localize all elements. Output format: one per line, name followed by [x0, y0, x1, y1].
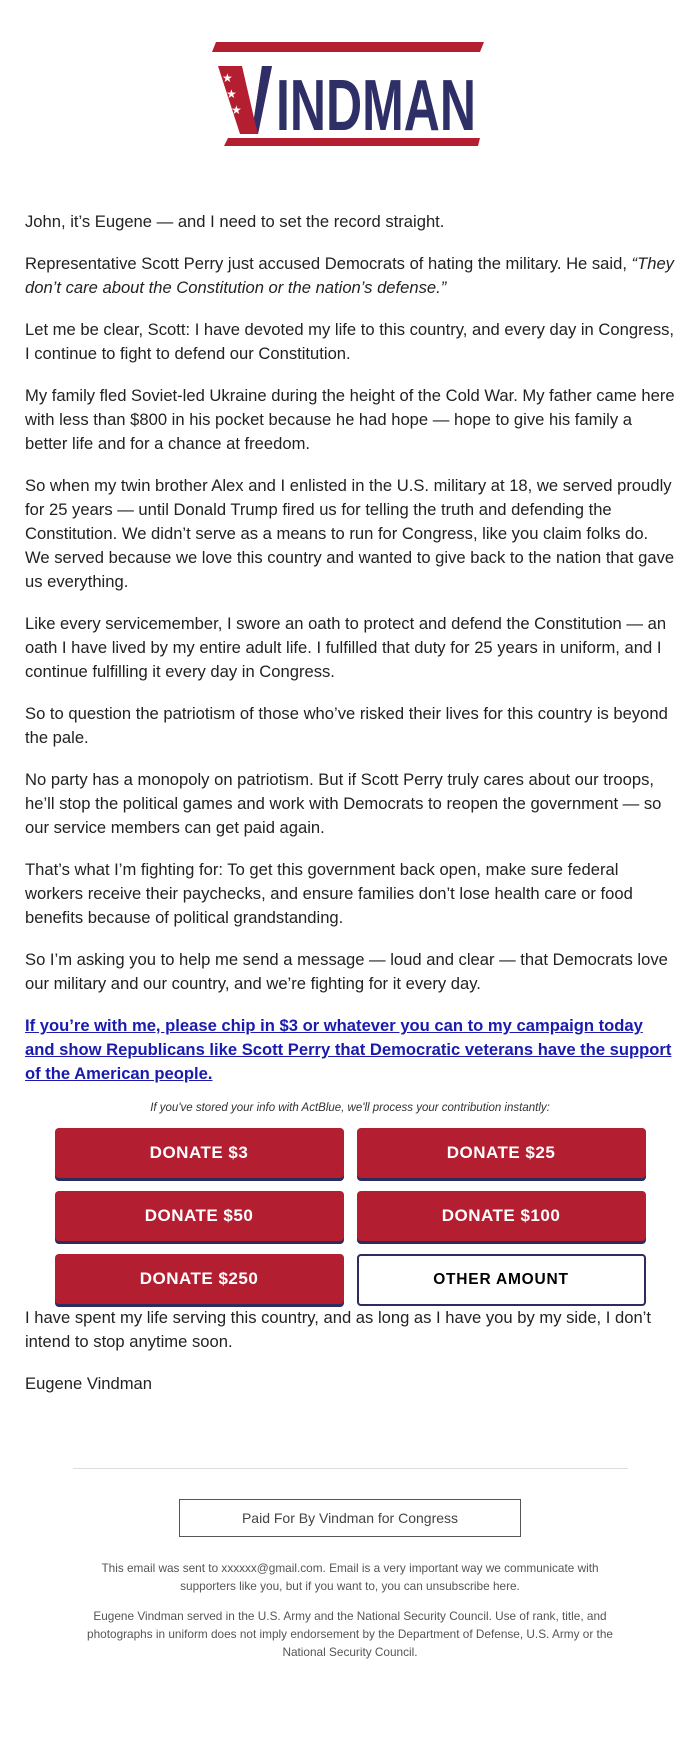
signature: Eugene Vindman: [25, 1374, 153, 1393]
email-container: [0, 42, 700, 1661]
donate-button-grid: [55, 1128, 646, 1306]
greeting-paragraph: John, it’s Eugene — and I need to set the record straight.: [25, 212, 445, 231]
letter-body: [0, 210, 700, 1396]
closing-paragraph: I have spent my life serving this country, and as long as I have you by my side, I don’t intend to stop anytime soon.: [25, 1308, 651, 1351]
perry-quote-paragraph: [25, 252, 675, 300]
star-icon: ★: [226, 87, 237, 101]
paragraph-8: No party has a monopoly on patriotism. But if Scott Perry truly cares about our troops, he’ll stop the political games and work with Democrats to reopen the government — so our service members can get paid again.: [25, 770, 662, 837]
other-amount-button[interactable]: OTHER AMOUNT: [357, 1254, 646, 1306]
star-icon: ★: [231, 103, 242, 117]
vindman-logo: [210, 42, 490, 158]
paragraph-4: My family fled Soviet-led Ukraine during the height of the Cold War. My father came here with less than $800 in his pocket because he had hope — hope to give his family a better life and for a chance at freedom.: [25, 386, 675, 453]
perry-quote: “They don’t care about the Constitution or the nation’s defense.”: [25, 254, 674, 297]
email-footer: [0, 1468, 700, 1661]
donate-3-button[interactable]: DONATE $3: [55, 1128, 344, 1178]
paragraph-6: Like every servicemember, I swore an oath to protect and defend the Constitution — an oath I have lived by my entire adult life. I fulfilled that duty for 25 years in uniform, and I continue fulfilling it every day in Congress.: [25, 614, 667, 681]
donate-100-button[interactable]: DONATE $100: [357, 1191, 646, 1241]
sent-to-notice: This email was sent to xxxxxx@gmail.com. Email is a very important way we communicate with supporters like you, but if you want to, you can unsubscribe here.: [101, 1561, 599, 1593]
actblue-note: If you've stored your info with ActBlue, we'll process your contribution instantly:: [150, 1102, 550, 1114]
star-icon: ★: [222, 71, 233, 85]
donate-50-button[interactable]: DONATE $50: [55, 1191, 344, 1241]
donate-cta-link[interactable]: If you’re with me, please chip in $3 or whatever you can to my campaign today and show Republicans like Scott Perry that Democratic veterans have the support of the American people.: [25, 1016, 672, 1083]
quote-lead: Representative Scott Perry just accused Democrats of hating the military. He said,: [25, 254, 632, 273]
paragraph-9: That’s what I’m fighting for: To get this government back open, make sure federal workers receive their paychecks, and ensure families don’t lose health care or food benefits because of political grandstanding.: [25, 860, 633, 927]
donate-25-button[interactable]: DONATE $25: [357, 1128, 646, 1178]
paragraph-7: So to question the patriotism of those who’ve risked their lives for this country is beyond the pale.: [25, 704, 668, 747]
military-disclaimer: Eugene Vindman served in the U.S. Army and the National Security Council. Use of rank, title, and photographs in uniform does not imply endorsement by the Department of Defense, U.S. Army or the National Security Council.: [87, 1609, 613, 1659]
paragraph-5: So when my twin brother Alex and I enlisted in the U.S. military at 18, we served proudly for 25 years — until Donald Trump fired us for telling the truth and defending the Constitution. We didn’t serve as a means to run for Congress, like you claim folks do. We served because we love this country and wanted to give back to the nation that gave us everything.: [25, 476, 675, 591]
paid-for-box: Paid For By Vindman for Congress: [179, 1499, 521, 1537]
footer-divider: [73, 1468, 628, 1469]
paragraph-3: Let me be clear, Scott: I have devoted my life to this country, and every day in Congress, I continue to fight to defend our Constitution.: [25, 320, 675, 363]
paragraph-10: So I’m asking you to help me send a message — loud and clear — that Democrats love our military and our country, and we’re fighting for it every day.: [25, 950, 668, 993]
logo-graphic: [210, 42, 490, 158]
logo-wordmark: INDMAN: [276, 66, 476, 146]
donate-250-button[interactable]: DONATE $250: [55, 1254, 344, 1304]
